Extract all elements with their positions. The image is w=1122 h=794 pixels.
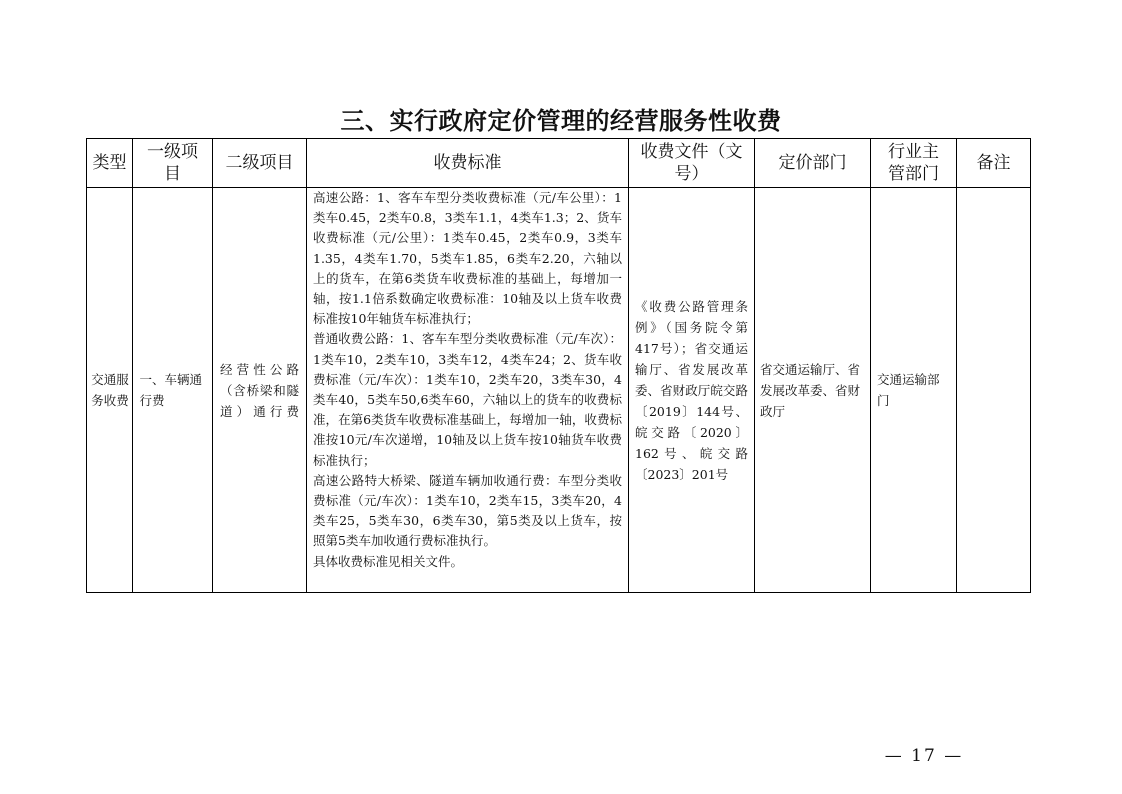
page-number: — 17 — [884, 746, 964, 766]
standard-see-documents: 具体收费标准见相关文件。 [313, 553, 464, 569]
header-pricing-dept: 定价部门 [755, 139, 871, 188]
cell-type: 交通服务收费 [87, 188, 133, 593]
header-level2: 二级项目 [213, 139, 307, 188]
cell-level2: 经营性公路（含桥梁和隧道）通行费 [213, 188, 307, 593]
header-standard: 收费标准 [307, 139, 629, 188]
cell-pricing-dept: 省交通运输厅、省发展改革委、省财政厅 [755, 188, 871, 593]
standard-ordinary-road: 普通收费公路：1、客车车型分类收费标准（元/车次）：1类车10，2类车10，3类车12，4类车24；2、货车收费标准（元/车次）：1类车10，2类车20，3类车30，4类车40，5类车50,6类车60，六轴以上的货车的收费标准，在第6类货车收费标准基础上，每增加一轴，收费标准按10元/车次递增，10轴及以上货车按10轴货车收费标准执行； [313, 331, 622, 468]
table-header-row [87, 139, 1031, 188]
standard-highway: 高速公路：1、客车车型分类收费标准（元/车公里）：1类车0.45，2类车0.8，3类车1.1，4类车1.3；2、货车收费标准（元/公里）：1类车0.45，2类车0.9，3类车1.35，4类车1.70，5类车1.85，6类车2.20，六轴以上的货车，在第6类货车收费标准的基础上，每增加一轴，按1.1倍系数确定收费标准：10轴及以上货车收费标准按10年轴货车标准执行； [313, 190, 622, 327]
header-document: 收费文件（文号） [629, 139, 755, 188]
header-level1: 一级项目 [133, 139, 213, 188]
cell-level1: 一、车辆通行费 [133, 188, 213, 593]
table-row [87, 188, 1031, 593]
page-title: 三、实行政府定价管理的经营服务性收费 [340, 107, 782, 135]
header-type: 类型 [87, 139, 133, 188]
header-remark: 备注 [957, 139, 1031, 188]
cell-remark [957, 188, 1031, 593]
cell-document: 《收费公路管理条例》（国务院令第417号）；省交通运输厅、省发展改革委、省财政厅皖交路〔2019〕144号、皖交路〔2020〕162号、皖交路〔2023〕201号 [629, 188, 755, 593]
header-authority: 行业主管部门 [871, 139, 957, 188]
cell-authority: 交通运输部门 [871, 188, 957, 593]
cell-standard [307, 188, 629, 593]
fee-table [86, 138, 1031, 593]
standard-bridge-tunnel: 高速公路特大桥梁、隧道车辆加收通行费：车型分类收费标准（元/车次）：1类车10，2类车15，3类车20，4类车25，5类车30，6类车30，第5类及以上货车，按照第5类车加收通行费标准执行。 [313, 472, 622, 549]
